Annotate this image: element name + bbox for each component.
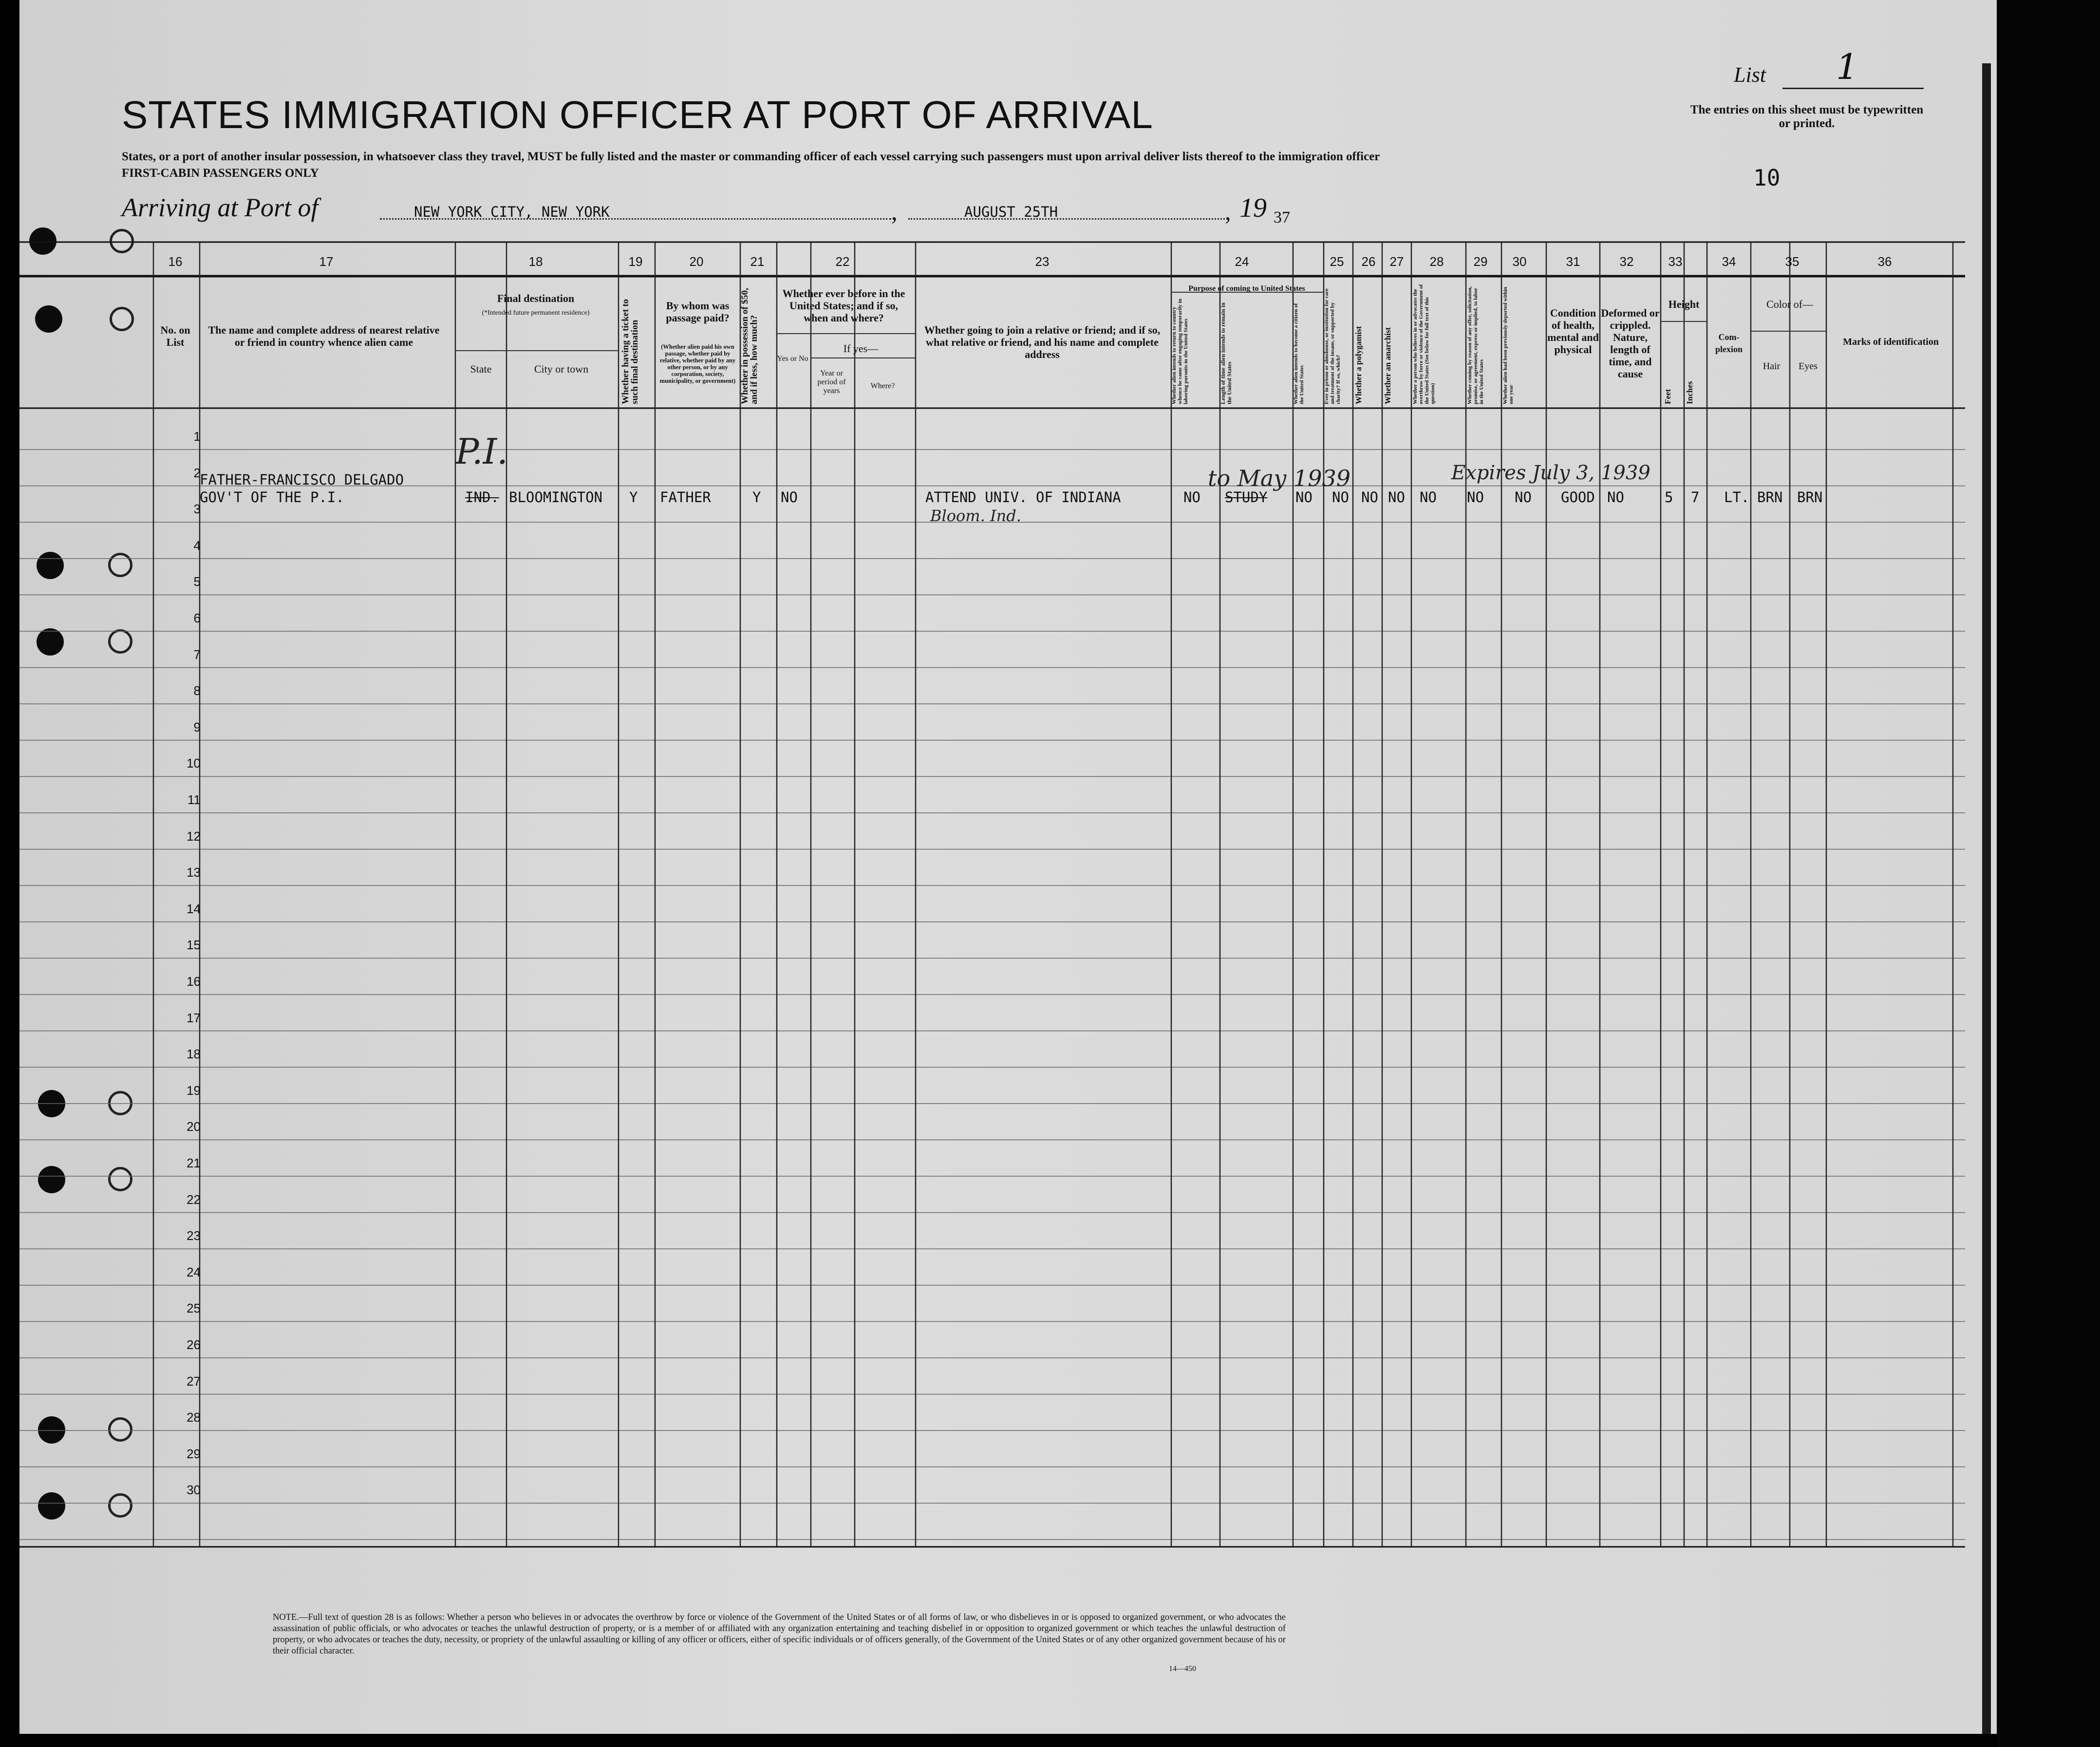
comma: ,: [891, 198, 898, 225]
entry-before-in-us: NO: [781, 489, 798, 506]
header-hair: Hair: [1762, 361, 1781, 372]
col-number: 19: [628, 254, 643, 269]
row-number: 1: [193, 429, 201, 444]
entry-deported: NO: [1515, 489, 1532, 506]
header-passage-paid: By whom was passage paid?: [666, 300, 730, 324]
header-list-number: No. on List: [160, 324, 190, 348]
row-number: 25: [187, 1301, 201, 1316]
header-citizen: Whether alien intends to become a citizen of the United States: [1293, 303, 1305, 404]
entry-relative-line1: FATHER-FRANCISCO DELGADO: [200, 471, 404, 488]
row-number: 8: [193, 683, 201, 698]
entry-joining: ATTEND UNIV. OF INDIANA: [925, 489, 1121, 506]
col-number: 30: [1512, 254, 1527, 269]
row-number: 19: [187, 1083, 201, 1098]
row-number: 14: [187, 901, 201, 916]
col-number: 18: [528, 254, 543, 269]
col-number: 29: [1473, 254, 1488, 269]
row-number: 6: [193, 611, 201, 625]
footnote-question-28: NOTE.—Full text of question 28 is as follows: Whether a person who believes in or advocates the overthrow by force or violence of the Government of the United States or of all forms of law, or who disbelieves in or is opposed to organized government, or who advocates the assassination of public officials, or who advocates or teaches the unlawful destruction of property, or is a member of or affiliated with any organization entertaining and teaching disbelief in or opposition to organized government or which teaches the unlawful destruction of property, or who advocates or teaches the duty, necessity, or propriety of the unlawful assaulting or killing of any officer or officers, either of specific individuals or of officers generally, of the Government of the United States or of any other organized government because of his or their official character.: [273, 1613, 1286, 1656]
subtitle: States, or a port of another insular possession, in whatsoever class they travel, MUST be fully listed and the master or commanding officer of each vessel carrying such passengers must upon arrival deliver lists thereof to the immigration officer: [122, 150, 1380, 163]
entry-money: Y: [752, 489, 761, 506]
col-number: 25: [1330, 254, 1344, 269]
entry-length-handwritten: to May 1939: [1208, 465, 1351, 491]
row-number: 5: [193, 574, 201, 589]
header-final-destination-note: (*Intended future permanent residence): [482, 309, 590, 317]
col-number: 24: [1235, 254, 1249, 269]
entry-eyes: BRN: [1797, 489, 1823, 506]
header-deformed: Deformed or crippled. Nature, length of time, and cause: [1601, 307, 1660, 380]
header-joining: Whether going to join a relative or friend; and if so, what relative or friend, and his name and complete address: [924, 324, 1161, 360]
col-number: 36: [1877, 254, 1892, 269]
page-title: STATES IMMIGRATION OFFICER AT PORT OF ARRIVAL: [122, 93, 1153, 136]
entry-citizen: NO: [1295, 489, 1312, 506]
entry-deformed: NO: [1607, 489, 1624, 506]
entry-joining-handwritten: Bloom. Ind.: [930, 507, 1021, 525]
header-marks: Marks of identification: [1843, 337, 1939, 347]
col-number: 32: [1619, 254, 1634, 269]
col-number: 17: [319, 254, 334, 269]
header-height: Height: [1668, 298, 1700, 310]
header-deported: Whether alien had been previously deported within one year: [1502, 286, 1514, 404]
row-number: 11: [188, 792, 201, 807]
row-number: 30: [187, 1483, 201, 1498]
arriving-label: Arriving at Port of: [122, 193, 319, 222]
header-complexion: Com- plexion: [1715, 332, 1743, 354]
entry-labor-offer: NO: [1467, 489, 1484, 506]
col-number: 35: [1785, 254, 1800, 269]
row-number: 7: [193, 647, 201, 662]
header-where: Where?: [870, 382, 895, 390]
header-state: State: [470, 363, 492, 375]
year-suffix: 37: [1274, 208, 1290, 226]
sheet-number: 10: [1753, 165, 1781, 191]
entry-paid-by: FATHER: [660, 489, 711, 506]
header-purpose: Purpose of coming to United States: [1188, 284, 1305, 293]
entry-state: IND.: [465, 489, 499, 506]
row-number: 9: [193, 719, 201, 734]
passenger-class: FIRST-CABIN PASSENGERS ONLY: [122, 167, 319, 180]
list-label: List: [1734, 63, 1766, 87]
col-number: 27: [1389, 254, 1404, 269]
header-inches: Inches: [1685, 381, 1694, 404]
row-number: 4: [193, 538, 201, 553]
header-overthrow: Whether a person who believes in or advocates the overthrow by force or violence of the Government of the United States (See below for full text of this question): [1412, 284, 1436, 404]
col-number: 21: [750, 254, 765, 269]
header-length-of-stay: Length of time alien intends to remain in the United States: [1219, 302, 1233, 404]
entry-purpose-return: NO: [1183, 489, 1200, 506]
header-polygamist: Whether a polygamist: [1354, 326, 1363, 404]
row-number: 29: [187, 1446, 201, 1461]
header-final-destination: Final destination: [497, 292, 575, 304]
date-value: AUGUST 25TH: [964, 204, 1058, 220]
entry-deported-handwritten: Expires July 3, 1939: [1451, 462, 1650, 484]
row-number: 20: [187, 1119, 201, 1134]
header-feet: Feet: [1663, 389, 1672, 404]
row-number: 26: [187, 1337, 201, 1352]
row-number: 13: [187, 865, 201, 880]
header-labor-offer: Whether coming by reason of any offer, solicitation, promise, or agreement, express or implied, to labor in the United States: [1467, 286, 1484, 404]
row-number: 10: [187, 756, 201, 771]
row-number: 28: [187, 1410, 201, 1425]
entry-prison: NO: [1332, 489, 1349, 506]
row-number: 17: [187, 1010, 201, 1025]
entry-complexion: LT.: [1724, 489, 1750, 506]
header-anarchist: Whether an anarchist: [1383, 327, 1392, 404]
comma: ,: [1225, 198, 1231, 225]
header-city: City or town: [534, 363, 589, 375]
row-number: 22: [187, 1192, 201, 1207]
col-number: 31: [1566, 254, 1580, 269]
col-number: 26: [1361, 254, 1376, 269]
year-prefix: 19: [1239, 193, 1267, 223]
entry-feet: 5: [1665, 489, 1673, 506]
row-number: 18: [187, 1047, 201, 1062]
row-number: 15: [187, 938, 201, 953]
entry-length-typed: STUDY: [1225, 489, 1268, 506]
col-number: 23: [1035, 254, 1050, 269]
header-fifty-dollars: Whether in possession of $50, and if less, how much?: [740, 288, 759, 404]
port-value: NEW YORK CITY, NEW YORK: [414, 204, 610, 220]
header-color: Color of—: [1766, 298, 1813, 310]
col-number: 33: [1668, 254, 1683, 269]
header-eyes: Eyes: [1799, 361, 1818, 372]
col-number: 28: [1429, 254, 1444, 269]
header-ticket: Whether having a ticket to such final destination: [620, 299, 640, 404]
header-health: Condition of health, mental and physical: [1547, 307, 1599, 356]
row-number: 12: [187, 828, 201, 844]
row-number: 27: [187, 1373, 201, 1389]
row-number: 24: [187, 1264, 201, 1279]
header-before-in-us: Whether ever before in the United States; and if so, when and where?: [782, 287, 905, 324]
header-purpose-return: Whether alien intends to return to country whence he came after engaging temporarily in laboring pursuits in the United States: [1171, 299, 1189, 404]
entry-city: BLOOMINGTON: [509, 489, 603, 506]
row-number: 3: [193, 502, 201, 517]
list-number: 1: [1836, 46, 1858, 87]
entry-ticket: Y: [629, 489, 638, 506]
header-passage-paid-note: (Whether alien paid his own passage, whether paid by relative, whether paid by any other person, or by any corporation, society, municipality, or government): [659, 343, 736, 384]
col-number: 16: [168, 254, 183, 269]
entry-state-handwritten: P.I.: [455, 431, 508, 472]
entry-hair: BRN: [1757, 489, 1783, 506]
form-number: 14—450: [1169, 1665, 1196, 1673]
col-number: 34: [1722, 254, 1736, 269]
entry-relative-line2: GOV'T OF THE P.I.: [200, 489, 344, 506]
col-number: 20: [689, 254, 704, 269]
entry-polygamist: NO: [1361, 489, 1378, 506]
entry-anarchist: NO: [1388, 489, 1405, 506]
header-yes-no: Yes or No: [777, 355, 808, 363]
row-number: 2: [193, 465, 201, 480]
col-number: 22: [835, 254, 850, 269]
entries-note: The entries on this sheet must be typewritten or printed.: [1690, 103, 1924, 130]
header-prison: Ever in prison or almshouse, or institution for care and treatment of the insane, or supported by charity? If so, which?: [1324, 288, 1341, 404]
row-number: 21: [187, 1156, 201, 1170]
row-number: 23: [187, 1228, 201, 1243]
entry-inches: 7: [1691, 489, 1700, 506]
header-nearest-relative: The name and complete address of nearest relative or friend in country whence alien came: [208, 324, 440, 348]
header-years: Year or period of years: [817, 369, 846, 395]
entry-health: GOOD: [1561, 489, 1595, 506]
entry-overthrow: NO: [1420, 489, 1437, 506]
row-number: 16: [187, 974, 201, 989]
header-if-yes: If yes—: [843, 342, 879, 355]
